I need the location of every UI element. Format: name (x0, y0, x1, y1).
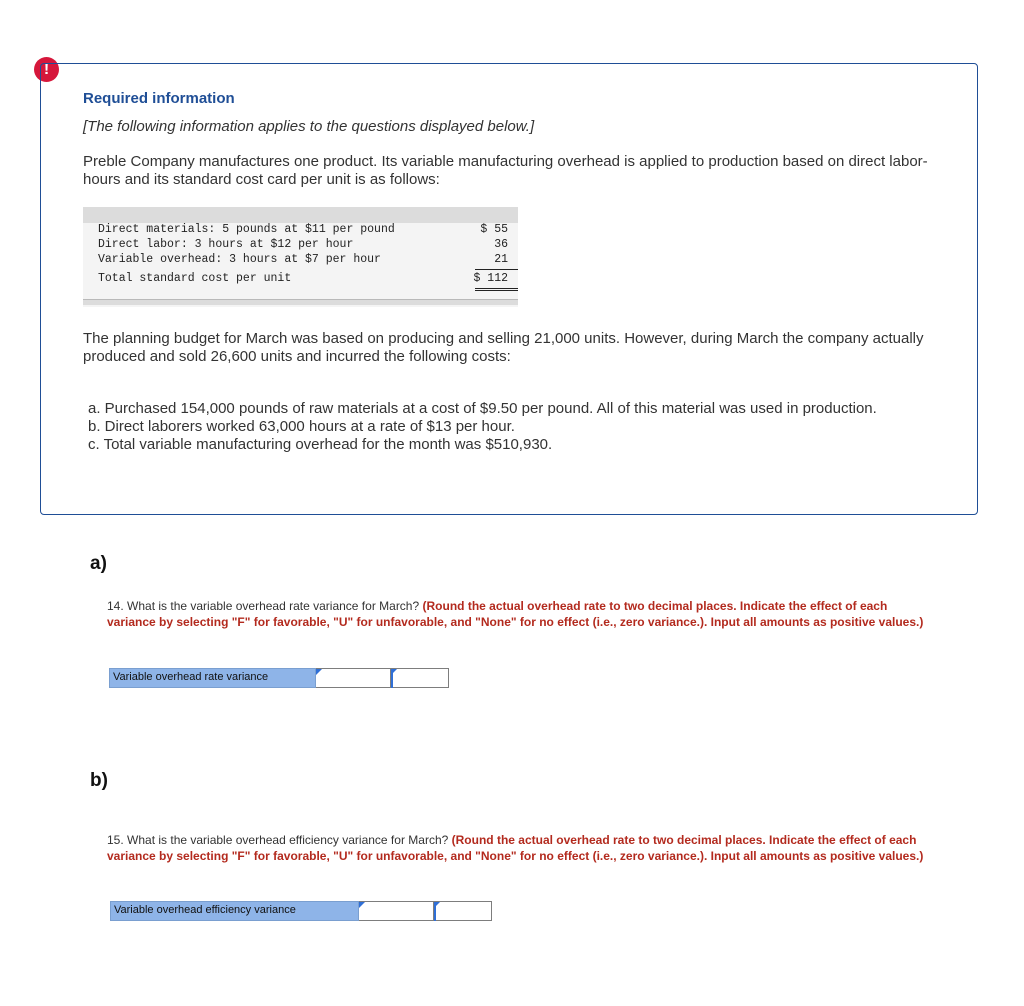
efficiency-variance-effect-select[interactable] (434, 901, 492, 921)
input-flag-icon (316, 669, 322, 675)
cost-row-value: $ 112 (473, 272, 508, 285)
rate-variance-amount-input[interactable] (316, 668, 391, 688)
alert-icon: ! (34, 57, 59, 82)
question-15-text (107, 833, 927, 864)
company-intro-text: Preble Company manufactures one product. Its variable manufacturing overhead is applied to production based on direct labor-hours and its standard cost card per unit is as follows: (83, 153, 928, 188)
question-instruction: (Round the actual overhead rate to two decimal places. Indicate the effect of each variance by selecting "F" for favorable, "U" for unfavorable, and "None" for no effect (i.e., zero variance.). Input all amounts as positive values.) (107, 833, 924, 863)
question-14-text (107, 599, 927, 630)
actual-costs-list (88, 400, 877, 454)
input-flag-icon (434, 902, 440, 908)
total-double-underline-top (475, 288, 518, 289)
list-item: b. Direct laborers worked 63,000 hours at a rate of $13 per hour. (88, 418, 515, 435)
subtotal-underline (475, 269, 518, 270)
required-information-panel (40, 63, 978, 515)
list-item: c. Total variable manufacturing overhead for the month was $510,930. (88, 436, 553, 453)
table-header-bar (83, 207, 518, 223)
total-double-underline-bottom (475, 290, 518, 291)
cost-row-value: $ 55 (480, 223, 508, 236)
cost-row-label: Variable overhead: 3 hours at $7 per hour (98, 253, 381, 266)
cost-row-value: 21 (494, 253, 508, 266)
table-footer-bar (83, 299, 518, 305)
question-prompt: 14. What is the variable overhead rate variance for March? (107, 599, 420, 613)
standard-cost-card-table (83, 207, 518, 307)
part-b-label: b) (90, 770, 108, 791)
rate-variance-effect-select[interactable] (391, 668, 449, 688)
required-information-subtitle: [The following information applies to the questions displayed below.] (83, 118, 535, 135)
cost-row-label: Direct materials: 5 pounds at $11 per pound (98, 223, 395, 236)
answer-row-efficiency-variance (110, 901, 492, 921)
cost-row-label: Direct labor: 3 hours at $12 per hour (98, 238, 354, 251)
planning-budget-text: The planning budget for March was based on producing and selling 21,000 units. However, during March the company actually produced and sold 26,600 units and incurred the following costs: (83, 330, 924, 365)
cost-row-value: 36 (494, 238, 508, 251)
part-a-label: a) (90, 553, 107, 574)
answer-row-label: Variable overhead efficiency variance (110, 901, 359, 921)
list-item: a. Purchased 154,000 pounds of raw materials at a cost of $9.50 per pound. All of this material was used in production. (88, 400, 877, 417)
question-instruction: (Round the actual overhead rate to two decimal places. Indicate the effect of each variance by selecting "F" for favorable, "U" for unfavorable, and "None" for no effect (i.e., zero variance.). Input all amounts as positive values.) (107, 599, 924, 629)
input-flag-icon (391, 669, 397, 675)
efficiency-variance-amount-input[interactable] (359, 901, 434, 921)
input-flag-icon (359, 902, 365, 908)
question-prompt: 15. What is the variable overhead efficiency variance for March? (107, 833, 449, 847)
required-information-title: Required information (83, 90, 235, 107)
answer-row-label: Variable overhead rate variance (109, 668, 316, 688)
answer-row-rate-variance (109, 668, 449, 688)
cost-row-label: Total standard cost per unit (98, 272, 292, 285)
